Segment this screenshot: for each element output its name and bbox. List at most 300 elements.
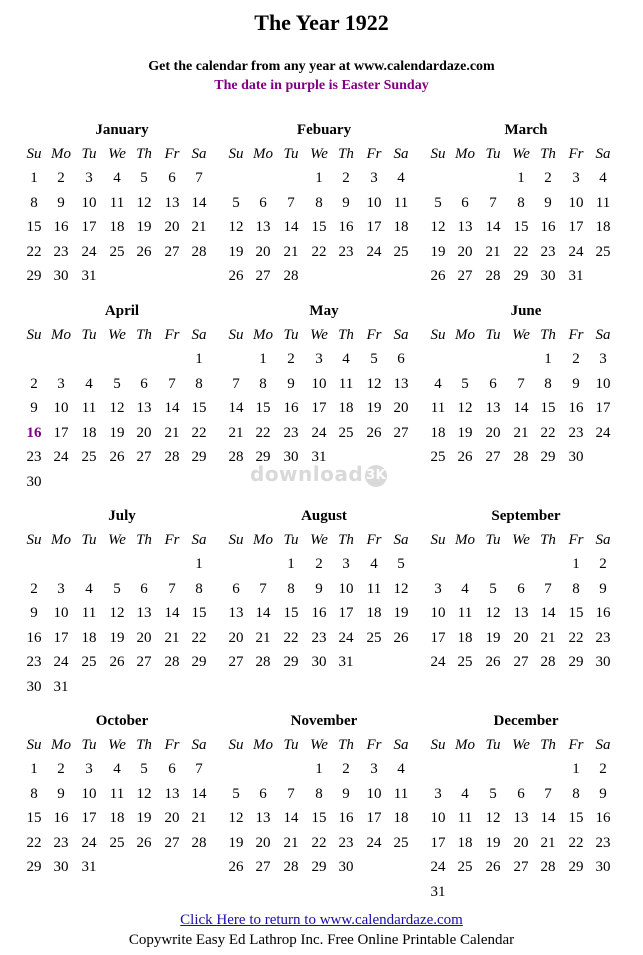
day-cell: 3 — [342, 556, 350, 572]
day-cell: 25 — [81, 654, 97, 670]
day-cell: 4 — [599, 170, 607, 186]
day-cell: 15 — [283, 605, 299, 621]
day-cell: 31 — [430, 883, 446, 900]
day-cell: 6 — [168, 170, 176, 186]
weekday-header: We — [512, 737, 530, 753]
day-cell: 23 — [568, 424, 584, 441]
month-name: June — [510, 303, 542, 319]
day-cell: 20 — [513, 834, 529, 851]
day-cell: 8 — [315, 194, 323, 211]
day-cell: 24 — [53, 654, 69, 670]
day-cell: 19 — [366, 400, 382, 416]
day-cell: 1 — [259, 351, 267, 367]
weekday-header: Th — [540, 737, 556, 753]
day-cell: 15 — [540, 400, 556, 416]
month-name: May — [309, 303, 339, 319]
day-cell: 18 — [457, 834, 473, 851]
day-cell: 8 — [259, 375, 267, 392]
day-cell: 14 — [485, 219, 501, 235]
day-cell: 10 — [366, 194, 382, 211]
day-cell: 30 — [53, 859, 69, 875]
day-cell: 9 — [544, 194, 552, 211]
day-cell: 9 — [57, 194, 65, 211]
day-cell: 1 — [287, 556, 295, 572]
day-cell: 19 — [457, 424, 473, 441]
day-cell: 14 — [164, 400, 180, 416]
watermark-badge: 3K — [365, 465, 387, 487]
day-cell: 20 — [228, 629, 244, 646]
day-cell: 2 — [599, 761, 607, 777]
day-cell: 2 — [315, 556, 323, 572]
day-cell: 3 — [85, 170, 93, 186]
day-cell: 8 — [315, 785, 323, 802]
day-cell: 8 — [544, 375, 552, 392]
copyright-text: Copywrite Easy Ed Lathrop Inc. Free Online Printable Calendar — [128, 932, 515, 948]
day-cell: 5 — [113, 375, 121, 392]
day-cell: 6 — [517, 785, 525, 802]
weekday-header: Sa — [595, 146, 611, 162]
day-cell: 12 — [228, 219, 244, 235]
month-name: January — [95, 122, 149, 138]
day-cell: 31 — [53, 678, 69, 695]
weekday-header: Fr — [164, 737, 180, 753]
weekday-header: Th — [338, 146, 354, 162]
day-cell: 19 — [228, 243, 244, 260]
day-cell: 21 — [191, 810, 207, 826]
day-cell: 30 — [311, 654, 327, 670]
day-cell: 18 — [81, 424, 97, 441]
day-cell: 22 — [191, 629, 207, 646]
day-cell: 10 — [568, 194, 584, 211]
day-cell: 29 — [283, 654, 299, 670]
weekday-header: Fr — [164, 532, 180, 548]
weekday-header: We — [108, 532, 126, 548]
day-cell: 5 — [232, 194, 240, 211]
day-cell: 17 — [430, 629, 446, 646]
day-cell: 20 — [164, 810, 180, 826]
weekday-header: Su — [430, 737, 446, 753]
day-cell: 29 — [26, 268, 42, 284]
day-cell: 13 — [228, 605, 244, 621]
day-cell: 25 — [109, 834, 125, 851]
day-cell: 3 — [370, 170, 378, 186]
day-cell: 1 — [195, 556, 203, 572]
day-cell: 3 — [572, 170, 580, 186]
day-cell: 28 — [228, 449, 244, 465]
weekday-header: Su — [26, 327, 42, 343]
weekday-header: Sa — [393, 146, 409, 162]
weekday-header: Fr — [366, 737, 382, 753]
day-cell: 7 — [195, 170, 203, 186]
day-cell: 6 — [397, 351, 405, 367]
weekday-header: Mo — [253, 146, 273, 162]
day-cell: 22 — [513, 243, 529, 260]
day-cell: 8 — [195, 580, 203, 597]
day-cell: 2 — [30, 580, 38, 597]
day-cell: 11 — [109, 194, 125, 211]
day-cell: 4 — [113, 170, 121, 186]
day-cell: 4 — [85, 375, 93, 392]
weekday-header: Su — [228, 327, 244, 343]
day-cell: 30 — [338, 859, 354, 875]
day-cell: 13 — [457, 219, 473, 235]
weekday-header: Su — [228, 737, 244, 753]
weekday-header: Tu — [81, 532, 97, 548]
day-cell: 30 — [595, 859, 611, 875]
day-cell: 14 — [191, 785, 207, 802]
day-cell: 15 — [568, 810, 584, 826]
day-cell: 16 — [283, 400, 299, 416]
day-cell: 20 — [164, 219, 180, 235]
day-cell: 15 — [255, 400, 271, 416]
weekday-header: Mo — [253, 737, 273, 753]
weekday-header: Mo — [51, 737, 71, 753]
day-cell: 25 — [457, 654, 473, 670]
day-cell: 31 — [568, 268, 584, 284]
weekday-header: Sa — [191, 327, 207, 343]
day-cell: 31 — [311, 449, 327, 465]
weekday-header: Su — [430, 327, 446, 343]
day-cell: 24 — [568, 243, 584, 260]
day-cell: 10 — [53, 400, 69, 416]
day-cell: 10 — [430, 605, 446, 621]
day-cell: 1 — [517, 170, 525, 186]
day-cell: 30 — [540, 268, 556, 284]
day-cell: 14 — [283, 810, 299, 826]
day-cell: 29 — [513, 268, 529, 284]
day-cell: 21 — [255, 629, 271, 646]
day-cell: 7 — [287, 194, 295, 211]
day-cell: 27 — [136, 654, 152, 670]
day-cell: 5 — [434, 194, 442, 211]
return-link[interactable]: Click Here to return to www.calendardaze.com — [180, 912, 463, 928]
weekday-header: Fr — [568, 146, 584, 162]
day-cell: 18 — [457, 629, 473, 646]
day-cell: 21 — [164, 629, 180, 646]
day-cell: 1 — [544, 351, 552, 367]
weekday-header: Tu — [283, 146, 299, 162]
day-cell: 15 — [311, 219, 327, 235]
day-cell: 30 — [283, 449, 299, 465]
day-cell: 2 — [599, 556, 607, 572]
day-cell: 27 — [136, 449, 152, 465]
day-cell: 1 — [315, 170, 323, 186]
day-cell: 14 — [540, 605, 556, 621]
day-cell: 11 — [430, 400, 446, 416]
day-cell: 21 — [540, 629, 556, 646]
day-cell: 23 — [26, 449, 42, 465]
day-cell: 21 — [540, 834, 556, 851]
day-cell: 13 — [485, 400, 501, 416]
day-cell: 22 — [26, 243, 42, 260]
day-cell: 15 — [311, 810, 327, 826]
day-cell: 14 — [540, 810, 556, 826]
day-cell: 26 — [457, 449, 473, 465]
day-cell: 24 — [595, 424, 611, 441]
day-cell: 9 — [599, 580, 607, 597]
day-cell: 19 — [393, 605, 409, 621]
day-cell: 28 — [164, 654, 180, 670]
day-cell: 5 — [489, 785, 497, 802]
easter-note: The date in purple is Easter Sunday — [214, 78, 429, 93]
day-cell: 19 — [228, 834, 244, 851]
day-cell: 28 — [540, 859, 556, 875]
day-cell: 26 — [136, 834, 152, 851]
day-cell: 19 — [485, 629, 501, 646]
day-cell: 21 — [283, 834, 299, 851]
day-cell: 3 — [434, 785, 442, 802]
day-cell: 17 — [81, 219, 97, 235]
day-cell: 15 — [568, 605, 584, 621]
day-cell: 3 — [370, 761, 378, 777]
weekday-header: We — [310, 327, 328, 343]
day-cell: 8 — [30, 785, 38, 802]
day-cell: 14 — [283, 219, 299, 235]
day-cell: 25 — [81, 449, 97, 465]
day-cell: 4 — [113, 761, 121, 777]
day-cell: 5 — [113, 580, 121, 597]
day-cell: 17 — [81, 810, 97, 826]
day-cell: 5 — [140, 170, 148, 186]
day-cell: 26 — [228, 859, 244, 875]
day-cell: 26 — [393, 629, 409, 646]
day-cell: 25 — [393, 243, 409, 260]
footer-link-row — [0, 912, 643, 929]
day-cell: 5 — [461, 375, 469, 392]
month-name: September — [491, 508, 561, 524]
day-cell: 12 — [136, 785, 152, 802]
day-cell: 23 — [540, 243, 556, 260]
day-cell: 15 — [26, 219, 42, 235]
day-cell: 21 — [283, 243, 299, 260]
day-cell: 26 — [136, 243, 152, 260]
day-cell: 26 — [485, 654, 501, 670]
day-cell: 25 — [109, 243, 125, 260]
day-cell: 3 — [315, 351, 323, 367]
day-cell: 19 — [109, 629, 125, 646]
weekday-header: Su — [26, 532, 42, 548]
day-cell: 27 — [393, 424, 409, 441]
day-cell: 17 — [430, 834, 446, 851]
day-cell: 4 — [85, 580, 93, 597]
day-cell: 18 — [109, 810, 125, 826]
day-cell: 4 — [434, 375, 442, 392]
month-name: December — [493, 713, 559, 729]
day-cell: 25 — [338, 424, 354, 441]
day-cell: 22 — [540, 424, 556, 441]
day-cell: 2 — [572, 351, 580, 367]
day-cell: 16 — [338, 810, 354, 826]
day-cell: 20 — [393, 400, 409, 416]
weekday-header: Th — [338, 532, 354, 548]
day-cell: 12 — [366, 375, 382, 392]
day-cell: 21 — [513, 424, 529, 441]
day-cell: 2 — [30, 375, 38, 392]
day-cell: 29 — [568, 654, 584, 670]
weekday-header: Tu — [81, 327, 97, 343]
day-cell: 7 — [232, 375, 240, 392]
day-cell: 4 — [370, 556, 378, 572]
day-cell: 28 — [485, 268, 501, 284]
day-cell: 27 — [164, 834, 180, 851]
day-cell: 7 — [287, 785, 295, 802]
day-cell: 4 — [397, 170, 405, 186]
day-cell: 14 — [228, 400, 244, 416]
day-cell: 24 — [430, 654, 446, 670]
day-cell: 14 — [255, 605, 271, 621]
day-cell: 27 — [513, 859, 529, 875]
day-cell: 3 — [599, 351, 607, 367]
day-cell: 13 — [513, 810, 529, 826]
day-cell: 4 — [461, 580, 469, 597]
day-cell: 28 — [164, 449, 180, 465]
month-name: April — [104, 303, 140, 319]
day-cell: 9 — [57, 785, 65, 802]
day-cell: 11 — [81, 605, 97, 621]
day-cell: 14 — [513, 400, 529, 416]
day-cell: 7 — [544, 785, 552, 802]
day-cell: 21 — [164, 424, 180, 441]
weekday-header: Mo — [455, 532, 475, 548]
day-cell: 28 — [283, 268, 299, 284]
day-cell: 8 — [517, 194, 525, 211]
weekday-header: Su — [430, 146, 446, 162]
day-cell: 6 — [517, 580, 525, 597]
weekday-header: Su — [228, 146, 244, 162]
weekday-header: Th — [338, 327, 354, 343]
weekday-header: Su — [26, 146, 42, 162]
day-cell: 23 — [53, 243, 69, 260]
weekday-header: Tu — [485, 327, 501, 343]
day-cell: 17 — [595, 400, 611, 416]
weekday-header: We — [512, 532, 530, 548]
day-cell: 26 — [109, 449, 125, 465]
day-cell: 18 — [393, 219, 409, 235]
day-cell: 12 — [136, 194, 152, 211]
day-cell: 16 — [26, 629, 42, 646]
day-cell: 9 — [30, 605, 38, 621]
day-cell: 10 — [53, 605, 69, 621]
day-cell: 6 — [489, 375, 497, 392]
day-cell: 3 — [85, 761, 93, 777]
weekday-header: We — [310, 146, 328, 162]
weekday-header: Tu — [485, 737, 501, 753]
day-cell: 18 — [393, 810, 409, 826]
day-cell: 9 — [572, 375, 580, 392]
day-cell: 18 — [338, 400, 354, 416]
weekday-header: Tu — [283, 532, 299, 548]
day-cell: 24 — [366, 243, 382, 260]
weekday-header: Th — [540, 532, 556, 548]
weekday-header: Tu — [81, 146, 97, 162]
day-cell: 24 — [81, 834, 97, 851]
day-cell: 28 — [283, 859, 299, 875]
weekday-header: Tu — [283, 327, 299, 343]
day-cell: 25 — [430, 449, 446, 465]
day-cell: 18 — [595, 219, 611, 235]
day-cell: 29 — [255, 449, 271, 465]
day-cell: 16 — [53, 219, 69, 235]
day-cell: 19 — [430, 243, 446, 260]
day-cell: 20 — [136, 424, 152, 441]
day-cell: 22 — [191, 424, 207, 441]
day-cell: 27 — [457, 268, 473, 284]
day-cell: 18 — [81, 629, 97, 646]
day-cell: 26 — [485, 859, 501, 875]
day-cell: 29 — [191, 654, 207, 670]
day-cell: 13 — [136, 605, 152, 621]
day-cell: 11 — [457, 605, 473, 621]
weekday-header: Mo — [253, 327, 273, 343]
day-cell: 11 — [338, 375, 354, 392]
day-cell: 26 — [430, 268, 446, 284]
day-cell: 18 — [366, 605, 382, 621]
day-cell: 16 — [540, 219, 556, 235]
day-cell: 9 — [30, 400, 38, 416]
weekday-header: Mo — [455, 737, 475, 753]
day-cell: 23 — [595, 834, 611, 851]
weekday-header: Th — [338, 737, 354, 753]
day-cell: 19 — [485, 834, 501, 851]
day-cell: 16 — [311, 605, 327, 621]
weekday-header: We — [512, 146, 530, 162]
weekday-header: Sa — [595, 532, 611, 548]
day-cell: 5 — [397, 556, 405, 572]
day-cell: 12 — [228, 810, 244, 826]
day-cell: 6 — [259, 785, 267, 802]
day-cell: 5 — [140, 761, 148, 777]
day-cell: 24 — [311, 424, 327, 441]
weekday-header: Tu — [485, 146, 501, 162]
day-cell: 27 — [164, 243, 180, 260]
day-cell: 28 — [191, 834, 207, 851]
day-cell: 17 — [366, 219, 382, 235]
day-cell: 23 — [26, 654, 42, 670]
day-cell: 15 — [513, 219, 529, 235]
day-cell: 6 — [232, 580, 240, 597]
day-cell: 23 — [338, 834, 354, 851]
day-cell: 26 — [228, 268, 244, 284]
day-cell: 20 — [255, 834, 271, 851]
day-cell: 17 — [53, 424, 69, 441]
day-cell: 20 — [513, 629, 529, 646]
day-cell: 1 — [572, 761, 580, 777]
day-cell: 12 — [430, 219, 446, 235]
weekday-header: We — [310, 532, 328, 548]
weekday-header: We — [310, 737, 328, 753]
day-cell: 6 — [461, 194, 469, 211]
day-cell: 19 — [109, 424, 125, 441]
day-cell: 2 — [544, 170, 552, 186]
day-cell: 5 — [489, 580, 497, 597]
day-cell: 16 — [53, 810, 69, 826]
weekday-header: Su — [26, 737, 42, 753]
day-cell: 9 — [342, 194, 350, 211]
day-cell: 1 — [315, 761, 323, 777]
day-cell: 24 — [430, 859, 446, 875]
day-cell: 25 — [393, 834, 409, 851]
day-cell: 27 — [228, 654, 244, 670]
day-cell: 30 — [53, 268, 69, 284]
day-cell: 22 — [568, 834, 584, 851]
weekday-header: Tu — [81, 737, 97, 753]
month-name: November — [290, 713, 358, 729]
day-cell: 30 — [568, 449, 584, 465]
weekday-header: Fr — [366, 532, 382, 548]
day-cell: 6 — [140, 580, 148, 597]
month-name: October — [95, 713, 149, 729]
day-cell: 7 — [168, 375, 176, 392]
